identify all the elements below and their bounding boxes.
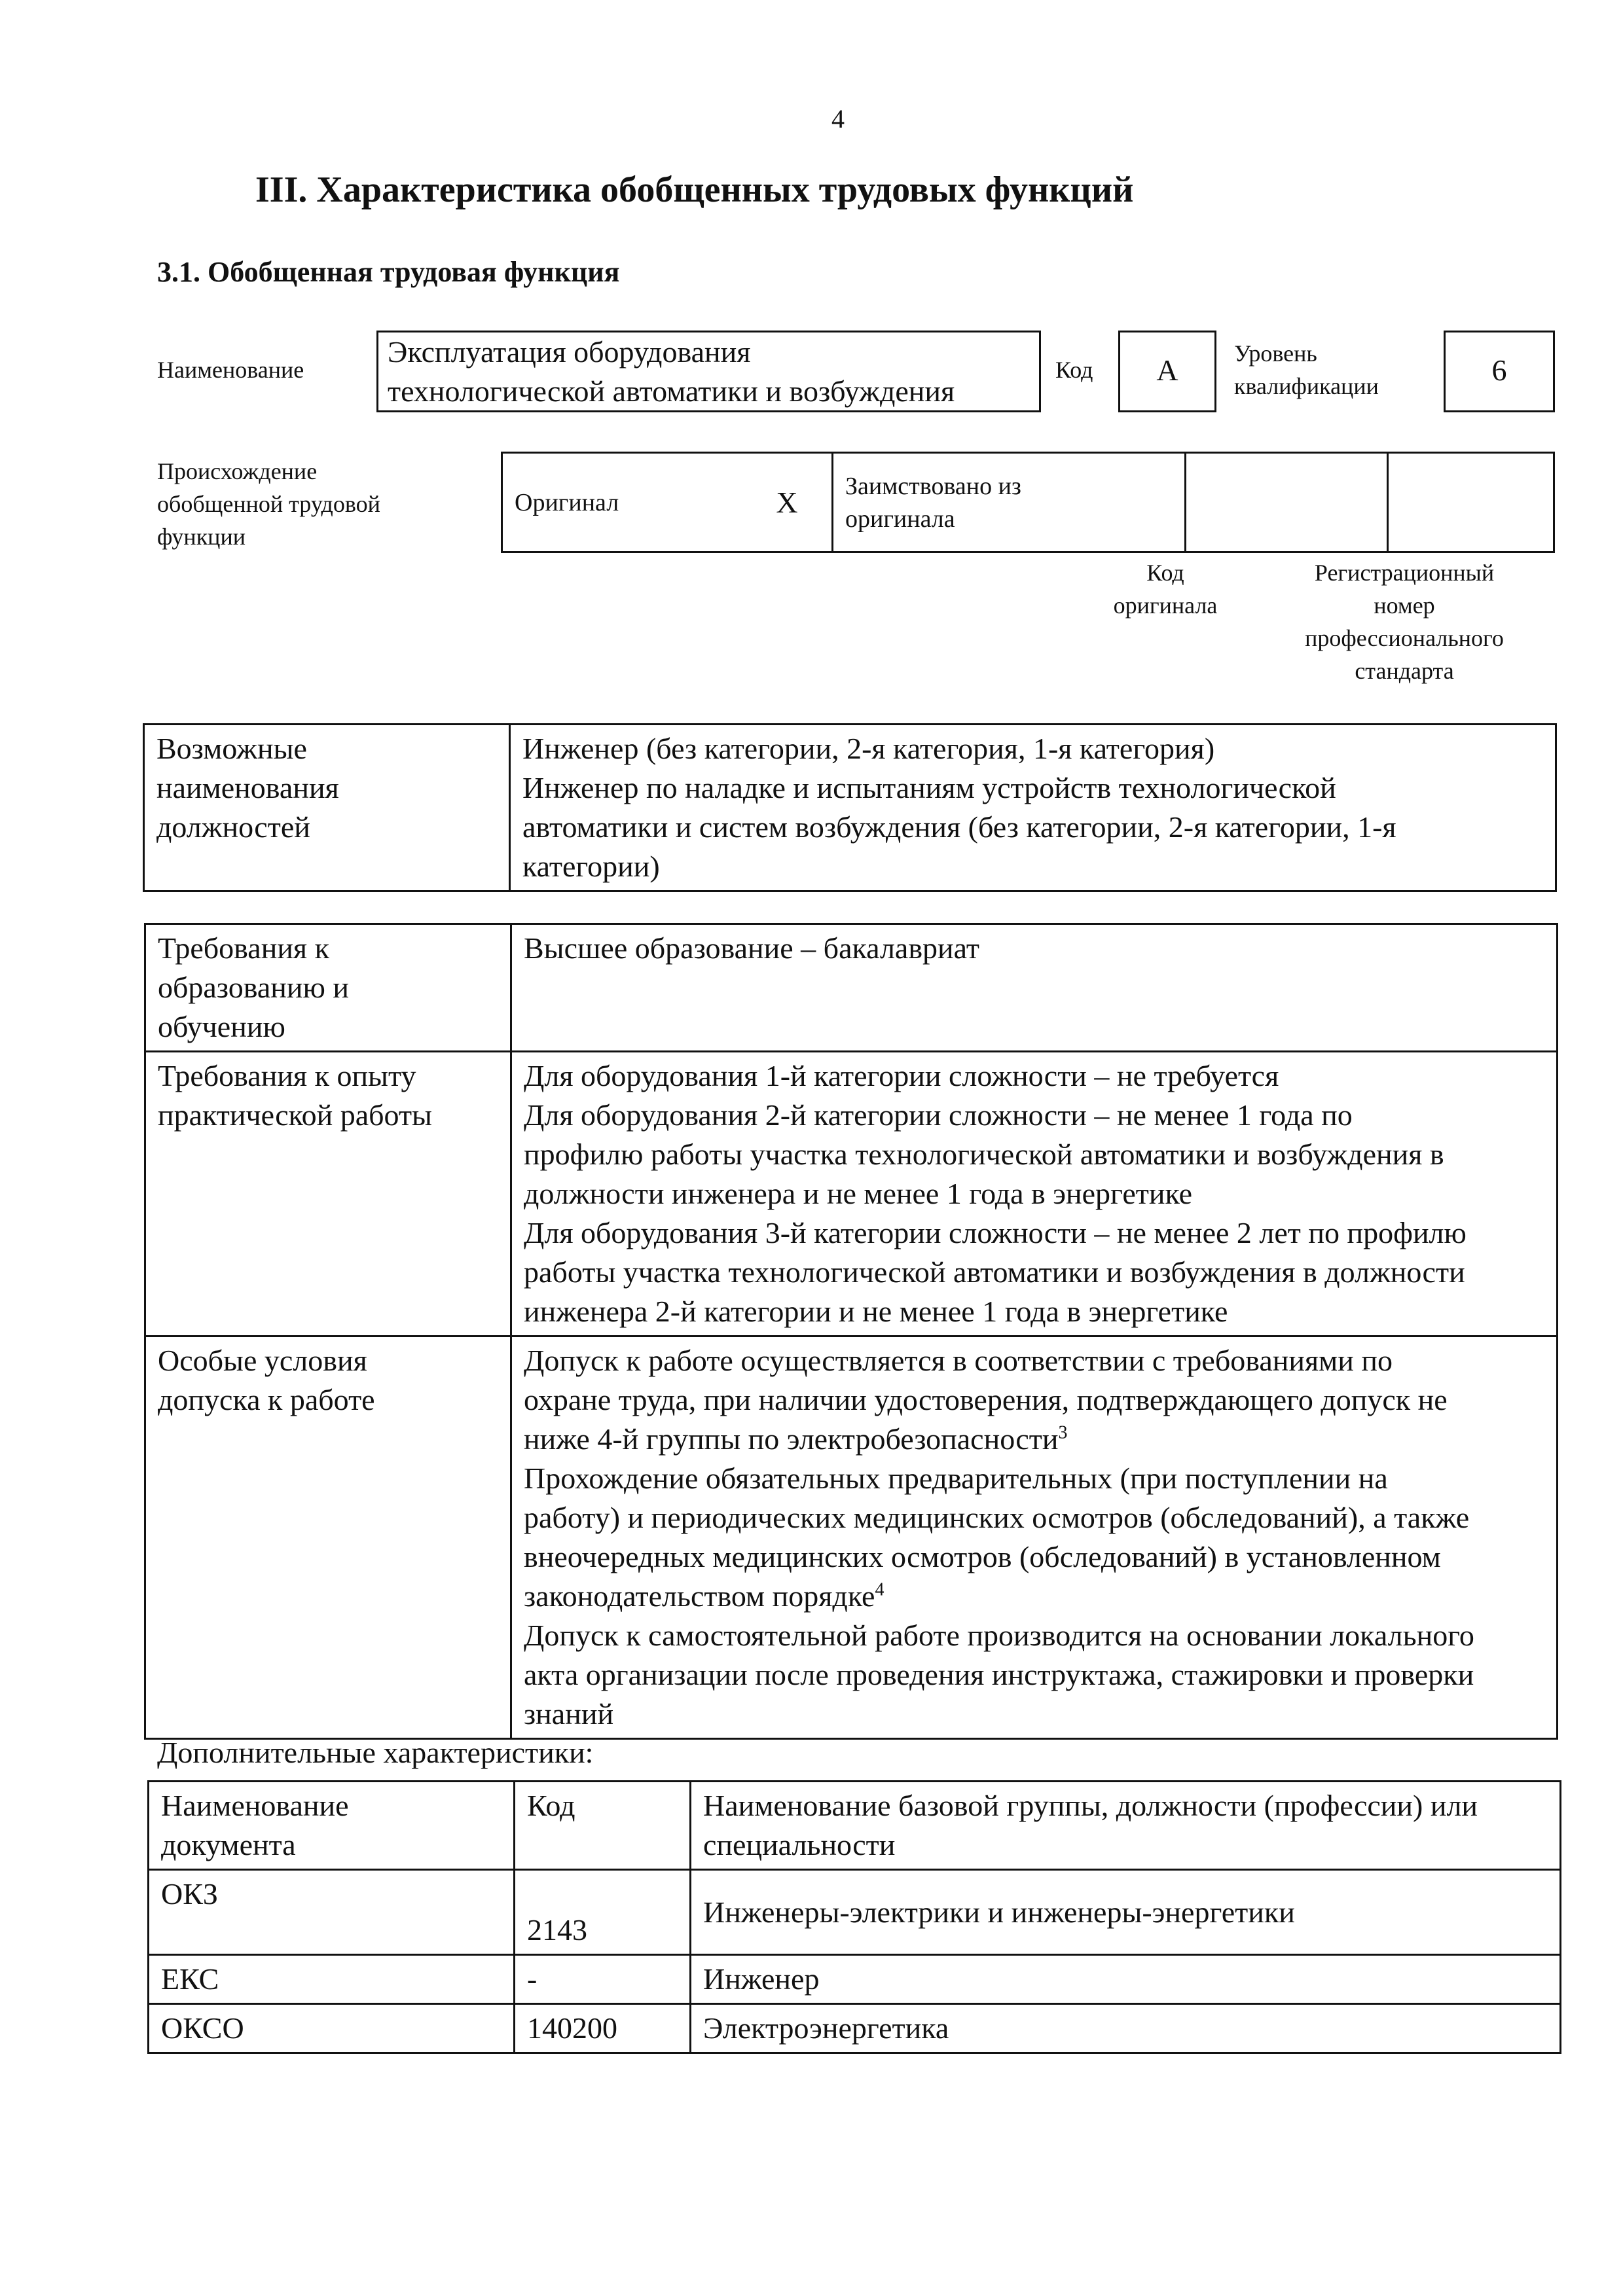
special-line-text: ниже 4-й группы по электробезопасности	[524, 1422, 1059, 1456]
origin-borrowed-line: Заимствовано из	[845, 472, 1021, 500]
code-label: Код	[1055, 357, 1093, 383]
origin-borrowed-label	[833, 453, 1186, 552]
level-label-line: Уровень	[1234, 340, 1317, 367]
positions-table	[143, 723, 1557, 892]
experience-line: Для оборудования 3-й категории сложности – не менее 2 лет по профилю	[524, 1216, 1467, 1249]
positions-label-line: должностей	[156, 810, 310, 844]
additional-header-name	[691, 1782, 1561, 1870]
experience-line: Для оборудования 2-й категории сложности – не менее 1 года по	[524, 1098, 1353, 1132]
experience-line: должности инженера и не менее 1 года в энергетике	[524, 1177, 1193, 1210]
origin-label-line: функции	[157, 524, 246, 550]
special-line: акта организации после проведения инструктажа, стажировки и проверки	[524, 1658, 1474, 1691]
level-value: 6	[1444, 331, 1555, 412]
experience-line: Для оборудования 1-й категории сложности – не требуется	[524, 1059, 1279, 1092]
additional-header-line: документа	[161, 1828, 296, 1861]
table-row-code: 140200	[515, 2004, 691, 2053]
origin-original-mark: X	[742, 453, 833, 552]
special-line	[524, 1577, 1544, 1616]
level-label	[1234, 337, 1379, 403]
experience-line: профилю работы участка технологической автоматики и возбуждения в	[524, 1138, 1444, 1171]
special-conditions-value	[511, 1336, 1558, 1739]
page-number: 4	[831, 104, 845, 134]
education-value: Высшее образование – бакалавриат	[511, 924, 1558, 1052]
experience-label-line: практической работы	[158, 1098, 432, 1132]
additional-title: Дополнительные характеристики:	[157, 1736, 594, 1769]
education-label-line: образованию и	[158, 971, 349, 1004]
special-line: Допуск к самостоятельной работе производится на основании локального	[524, 1619, 1474, 1652]
origin-reg-caption	[1264, 556, 1545, 687]
experience-label-line: Требования к опыту	[158, 1059, 416, 1092]
education-label-line: Требования к	[158, 931, 329, 965]
special-line: знаний	[524, 1697, 614, 1731]
origin-code-cell	[1186, 453, 1388, 552]
education-label-line: обучению	[158, 1010, 285, 1043]
table-row-name: Электроэнергетика	[691, 2004, 1561, 2053]
positions-label-line: Возможные	[156, 732, 307, 765]
subsection-title: 3.1. Обобщенная трудовая функция	[157, 256, 620, 288]
origin-reg-cell	[1388, 453, 1554, 552]
special-label-line: допуска к работе	[158, 1383, 375, 1416]
positions-label-line: наименования	[156, 771, 339, 804]
origin-code-caption-line: оригинала	[1113, 592, 1218, 619]
table-row-code: 2143	[515, 1870, 691, 1955]
positions-value-line: Инженер (без категории, 2-я категория, 1-я категория)	[522, 732, 1215, 765]
origin-code-caption	[1080, 556, 1250, 622]
origin-reg-caption-line: профессионального	[1305, 625, 1504, 651]
origin-label-line: обобщенной трудовой	[157, 491, 380, 517]
table-row-doc: ЕКС	[149, 1955, 515, 2004]
positions-value-line: категории)	[522, 850, 660, 883]
requirements-table	[144, 923, 1558, 1740]
additional-table	[147, 1780, 1561, 2054]
table-row-doc: ОКСО	[149, 2004, 515, 2053]
positions-value-line: автоматики и систем возбуждения (без категории, 2-я категории, 1-я	[522, 810, 1396, 844]
origin-label-line: Происхождение	[157, 458, 318, 484]
special-line: внеочередных медицинских осмотров (обследований) в установленном	[524, 1540, 1441, 1573]
table-row-code: -	[515, 1955, 691, 2004]
special-line	[524, 1420, 1544, 1459]
special-conditions-label	[145, 1336, 511, 1739]
name-value-line: Эксплуатация оборудования	[388, 335, 751, 368]
name-value-line: технологической автоматики и возбуждения	[388, 374, 955, 408]
origin-original-label: Оригинал	[502, 453, 743, 552]
footnote-marker: 4	[875, 1579, 884, 1600]
special-line: работу) и периодических медицинских осмотров (обследований), а также	[524, 1501, 1470, 1534]
additional-header-line: Наименование базовой группы, должности (профессии) или	[703, 1789, 1478, 1822]
origin-label	[157, 455, 380, 553]
origin-reg-caption-line: стандарта	[1355, 658, 1454, 684]
section-title: III. Характеристика обобщенных трудовых функций	[255, 170, 1134, 210]
special-label-line: Особые условия	[158, 1344, 367, 1377]
additional-header-doc	[149, 1782, 515, 1870]
name-label: Наименование	[157, 357, 304, 383]
table-row-name: Инженеры-электрики и инженеры-энергетики	[691, 1870, 1561, 1955]
level-label-line: квалификации	[1234, 373, 1379, 399]
positions-value-line: Инженер по наладке и испытаниям устройств технологической	[522, 771, 1336, 804]
name-value-box	[376, 331, 1041, 412]
special-line-text: законодательством порядке	[524, 1579, 875, 1613]
origin-code-caption-line: Код	[1146, 560, 1184, 586]
experience-value	[511, 1052, 1558, 1336]
positions-label	[144, 725, 510, 891]
experience-line: инженера 2-й категории и не менее 1 года в энергетике	[524, 1295, 1228, 1328]
origin-borrowed-line: оригинала	[845, 505, 955, 533]
special-line: Прохождение обязательных предварительных (при поступлении на	[524, 1462, 1388, 1495]
origin-table	[501, 452, 1555, 553]
experience-line: работы участка технологической автоматики и возбуждения в должности	[524, 1255, 1465, 1289]
additional-header-line: Наименование	[161, 1789, 349, 1822]
footnote-marker: 3	[1058, 1422, 1068, 1443]
positions-value	[510, 725, 1556, 891]
special-line: охране труда, при наличии удостоверения, подтверждающего допуск не	[524, 1383, 1448, 1416]
experience-label	[145, 1052, 511, 1336]
additional-header-code: Код	[515, 1782, 691, 1870]
code-value: А	[1118, 331, 1216, 412]
special-line: Допуск к работе осуществляется в соответствии с требованиями по	[524, 1344, 1393, 1377]
table-row-name: Инженер	[691, 1955, 1561, 2004]
origin-reg-caption-line: Регистрационный	[1314, 560, 1495, 586]
education-label	[145, 924, 511, 1052]
additional-header-line: специальности	[703, 1828, 896, 1861]
table-row-doc: ОКЗ	[149, 1870, 515, 1955]
origin-reg-caption-line: номер	[1374, 592, 1435, 619]
